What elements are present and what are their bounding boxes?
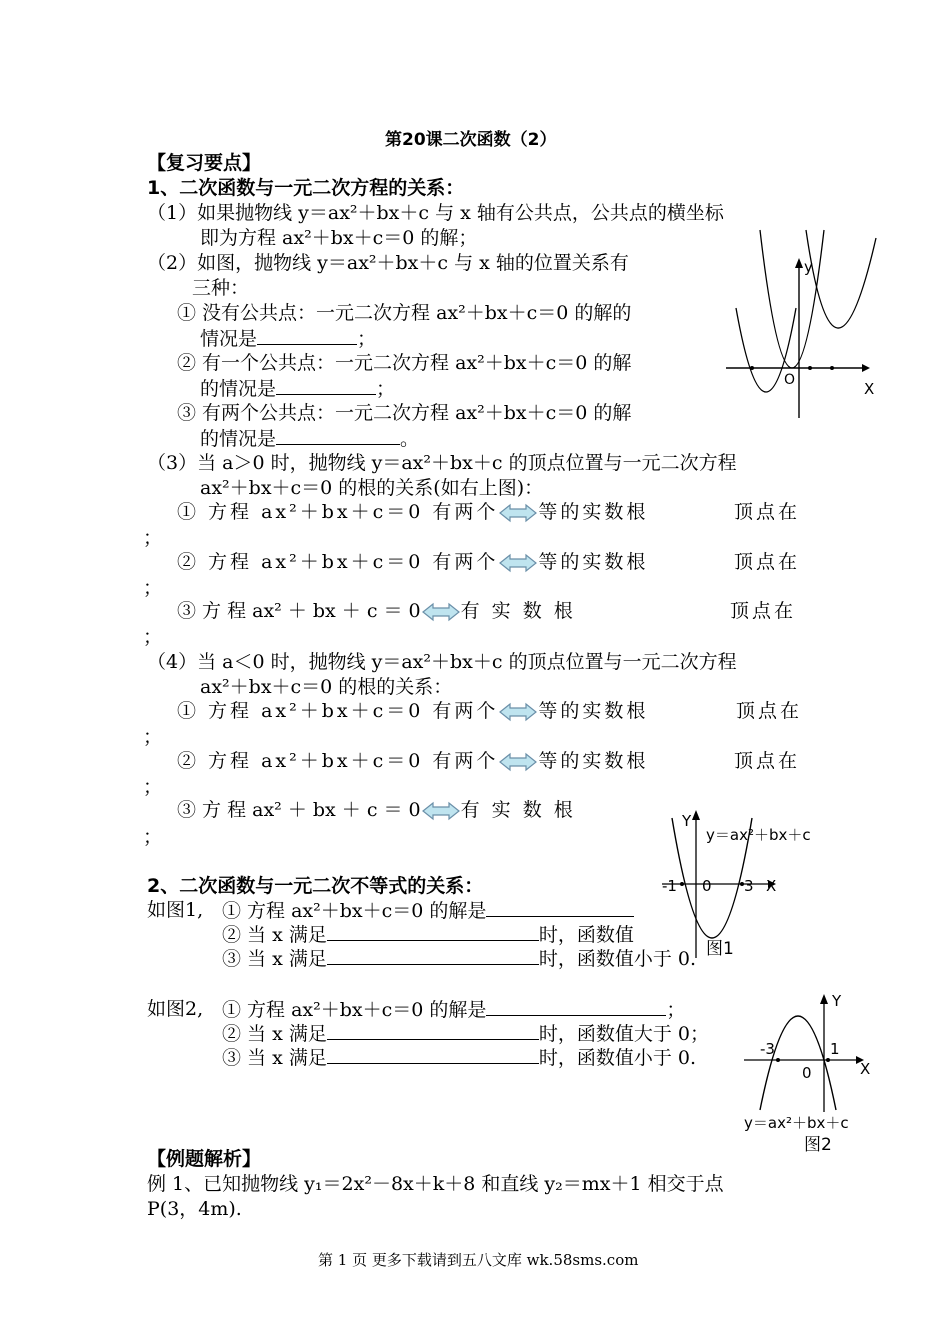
- point3-line2: ax²＋bx＋c＝0 的根的关系(如右上图)：: [200, 477, 544, 499]
- figure-1: [660, 808, 820, 966]
- x-axis-label: X: [864, 380, 875, 398]
- example1-line2: P(3，4m).: [147, 1198, 242, 1220]
- fig2-y-label: Y: [832, 992, 842, 1010]
- double-arrow-icon: [498, 702, 538, 722]
- three-parabolas-figure: [724, 228, 884, 423]
- origin-label: O: [784, 372, 796, 388]
- answer-blank[interactable]: [257, 326, 357, 345]
- fig1-label: 如图1,: [147, 899, 204, 921]
- a-pos-case1: ① 方程 ax²＋bx＋c＝0 有两个 等的实数根: [177, 501, 649, 523]
- fig1-y-label: Y: [682, 812, 692, 830]
- figure-2: [742, 992, 882, 1156]
- point1-line1: （1）如果抛物线 y＝ax²＋bx＋c 与 x 轴有公共点，公共点的横坐标: [147, 202, 724, 224]
- answer-blank[interactable]: [486, 997, 666, 1016]
- answer-blank[interactable]: [276, 426, 400, 445]
- section1-heading: 1、二次函数与一元二次方程的关系：: [147, 177, 465, 199]
- fig1-x-label: X: [766, 877, 777, 895]
- case2-line2: 的情况是 ；: [200, 378, 396, 400]
- fig2-q3: ③ 当 x 满足 时，函数值小于 0.: [222, 1047, 697, 1069]
- fig1-origin-label: 0: [702, 877, 712, 895]
- case3-line2: 的情况是 。: [200, 428, 420, 450]
- fig2-q1: ① 方程 ax²＋bx＋c＝0 的解是 ；: [222, 999, 686, 1021]
- point3-line1: （3）当 a＞0 时，抛物线 y＝ax²＋bx＋c 的顶点位置与一元二次方程: [147, 452, 737, 474]
- semicolon: ；: [143, 826, 163, 848]
- a-pos-case3: ③ 方 程 ax² ＋ bx ＋ c ＝ 0 有 实 数 根: [177, 600, 576, 622]
- fig2-1-label: 1: [830, 1040, 840, 1058]
- a-neg-case1: ① 方程 ax²＋bx＋c＝0 有两个 等的实数根: [177, 700, 649, 722]
- semicolon: ；: [143, 577, 163, 599]
- fig1-minus1-label: -1: [662, 877, 677, 895]
- case3-line1: ③ 有两个公共点：一元二次方程 ax²＋bx＋c＝0 的解: [177, 402, 632, 424]
- vertex-label: 顶点在: [734, 551, 801, 573]
- case1-line1: ① 没有公共点：一元二次方程 ax²＋bx＋c＝0 的解的: [177, 302, 632, 324]
- page-title: 第20课二次函数（2）: [385, 130, 557, 150]
- answer-blank[interactable]: [276, 376, 376, 395]
- double-arrow-icon: [421, 801, 461, 821]
- fig2-origin-label: 0: [802, 1064, 812, 1082]
- double-arrow-icon: [498, 553, 538, 573]
- fig1-q3: ③ 当 x 满足 时，函数值小于 0.: [222, 948, 697, 970]
- fig2-caption: 图2: [804, 1135, 832, 1155]
- semicolon: ；: [143, 527, 163, 549]
- vertex-label: 顶点在: [736, 700, 803, 722]
- fig1-function-label: y＝ax²＋bx＋c: [706, 826, 811, 844]
- point2-line1: （2）如图，抛物线 y＝ax²＋bx＋c 与 x 轴的位置关系有: [147, 252, 629, 274]
- answer-blank[interactable]: [327, 1021, 539, 1040]
- point2-line2: 三种：: [192, 277, 250, 299]
- vertex-label: 顶点在: [734, 501, 801, 523]
- page-footer: 第 1 页 更多下载请到五八文库 wk.58sms.com: [318, 1251, 639, 1269]
- semicolon: ；: [143, 626, 163, 648]
- answer-blank[interactable]: [327, 946, 539, 965]
- semicolon: ；: [143, 776, 163, 798]
- example1-line1: 例 1、已知抛物线 y₁＝2x²－8x＋k＋8 和直线 y₂＝mx＋1 相交于点: [147, 1173, 724, 1195]
- answer-blank[interactable]: [486, 898, 634, 917]
- fig1-caption: 图1: [706, 939, 734, 959]
- double-arrow-icon: [498, 503, 538, 523]
- fig1-q2: ② 当 x 满足 时，函数值: [222, 924, 634, 946]
- section2-heading: 2、二次函数与一元二次不等式的关系：: [147, 875, 484, 897]
- case1-line2: 情况是 ；: [200, 328, 377, 350]
- fig2-function-label: y＝ax²＋bx＋c: [744, 1114, 849, 1132]
- a-pos-case2: ② 方程 ax²＋bx＋c＝0 有两个 等的实数根: [177, 551, 649, 573]
- answer-blank[interactable]: [327, 922, 539, 941]
- a-neg-case2: ② 方程 ax²＋bx＋c＝0 有两个 等的实数根: [177, 750, 649, 772]
- fig2-minus3-label: -3: [760, 1040, 775, 1058]
- point4-line2: ax²＋bx＋c＝0 的根的关系：: [200, 676, 453, 698]
- answer-blank[interactable]: [327, 1045, 539, 1064]
- point1-line2: 即为方程 ax²＋bx＋c＝0 的解；: [200, 227, 478, 249]
- double-arrow-icon: [498, 752, 538, 772]
- review-heading: 【复习要点】: [147, 152, 262, 174]
- point4-line1: （4）当 a＜0 时，抛物线 y＝ax²＋bx＋c 的顶点位置与一元二次方程: [147, 651, 737, 673]
- a-neg-case3: ③ 方 程 ax² ＋ bx ＋ c ＝ 0 有 实 数 根: [177, 799, 576, 821]
- vertex-label: 顶点在: [734, 750, 801, 772]
- double-arrow-icon: [421, 602, 461, 622]
- fig2-q2: ② 当 x 满足 时，函数值大于 0；: [222, 1023, 709, 1045]
- fig2-x-label: X: [860, 1060, 871, 1078]
- fig1-3-label: 3: [744, 877, 754, 895]
- example-heading: 【例题解析】: [147, 1148, 262, 1170]
- fig1-q1: ① 方程 ax²＋bx＋c＝0 的解是: [222, 898, 634, 923]
- fig2-label: 如图2,: [147, 998, 204, 1020]
- y-axis-label: y: [804, 258, 813, 276]
- semicolon: ；: [143, 726, 163, 748]
- case2-line1: ② 有一个公共点：一元二次方程 ax²＋bx＋c＝0 的解: [177, 352, 632, 374]
- vertex-label: 顶点在: [730, 600, 797, 622]
